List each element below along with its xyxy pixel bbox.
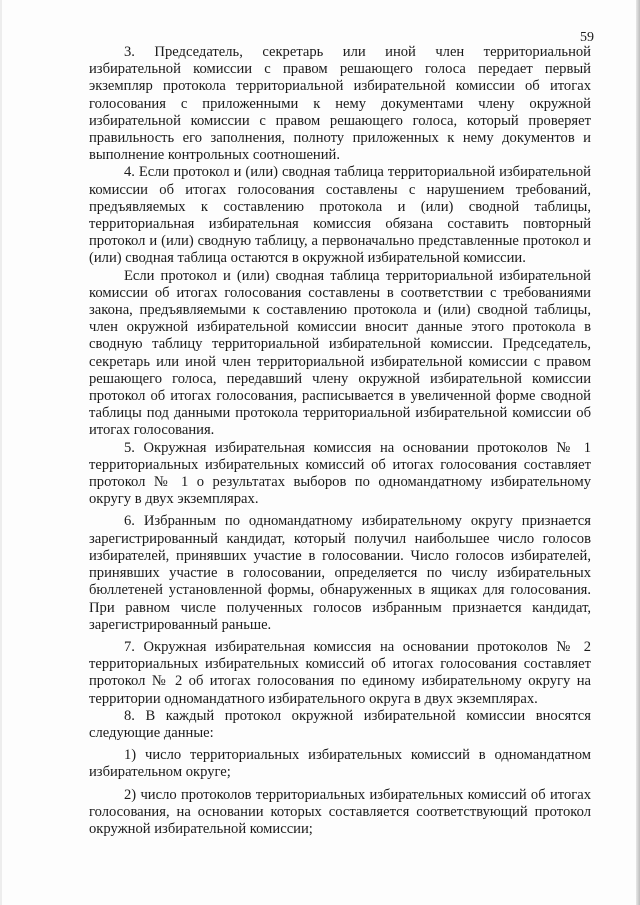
paragraph-6: 6. Избранным по одномандатному избирательному округу признается зарегистрированный кандидат, который получил наибольшее число голосов избирателей, принявших участие в голосовании. Число голосов избирателей, принявших участие в голосовании, определяется по числу избирательных бюллетеней установленной формы, обнаруженных в ящиках для голосования. При равном числе полученных голосов избранным признается кандидат, зарегистрированный раньше.	[89, 513, 591, 633]
list-item-2: 2) число протоколов территориальных избирательных комиссий об итогах голосования, на основании которых составляется соответствующий протокол окружной избирательной комиссии;	[89, 786, 591, 837]
paragraph-8: 8. В каждый протокол окружной избирательной комиссии вносятся следующие данные:	[89, 707, 591, 741]
page-left-edge	[0, 0, 2, 905]
document-body	[89, 44, 591, 838]
paragraph-7: 7. Окружная избирательная комиссия на основании протоколов № 2 территориальных избирательных комиссий об итогах голосования составляет протокол № 2 об итогах голосования по единому избирательному округу на территории одномандатного избирательного округа в двух экземплярах.	[89, 638, 591, 707]
paragraph-3: 3. Председатель, секретарь или иной член территориальной избирательной комиссии с правом решающего голоса передает первый экземпляр протокола территориальной избирательной комиссии об итогах голосования с приложенными к нему документами члену окружной избирательной комиссии с правом решающего голоса, который проверяет правильность его заполнения, полноту приложенных к нему документов и выполнение контрольных соотношений.	[89, 44, 591, 164]
page-number: 59	[580, 30, 594, 45]
paragraph-4: 4. Если протокол и (или) сводная таблица территориальной избирательной комиссии об итогах голосования составлены с нарушением требований, предъявляемых к составлению протокола и (или) сводной таблицы, территориальная избирательная комиссия обязана составить повторный протокол и (или) сводную таблицу, а первоначально представленные протокол и (или) сводная таблица остаются в окружной избирательной комиссии.	[89, 164, 591, 267]
paragraph-4-continued: Если протокол и (или) сводная таблица территориальной избирательной комиссии об итогах голосования составлены в соответствии с требованиями закона, предъявляемыми к составлению протокола и (или) сводной таблицы, член окружной избирательной комиссии вносит данные этого протокола в сводную таблицу территориальной избирательной комиссии. Председатель, секретарь или иной член территориальной избирательной комиссии с правом решающего голоса, передавший члену окружной избирательной комиссии протокол об итогах голосования, расписывается в увеличенной форме сводной таблицы под данными протокола территориальной избирательной комиссии об итогах голосования.	[89, 267, 591, 439]
paragraph-5: 5. Окружная избирательная комиссия на основании протоколов № 1 территориальных избирательных комиссий об итогах голосования составляет протокол № 1 о результатах выборов по одномандатному избирательному округу в двух экземплярах.	[89, 439, 591, 508]
page-right-edge	[636, 0, 640, 905]
list-item-1: 1) число территориальных избирательных комиссий в одномандатном избирательном округе;	[89, 747, 591, 781]
